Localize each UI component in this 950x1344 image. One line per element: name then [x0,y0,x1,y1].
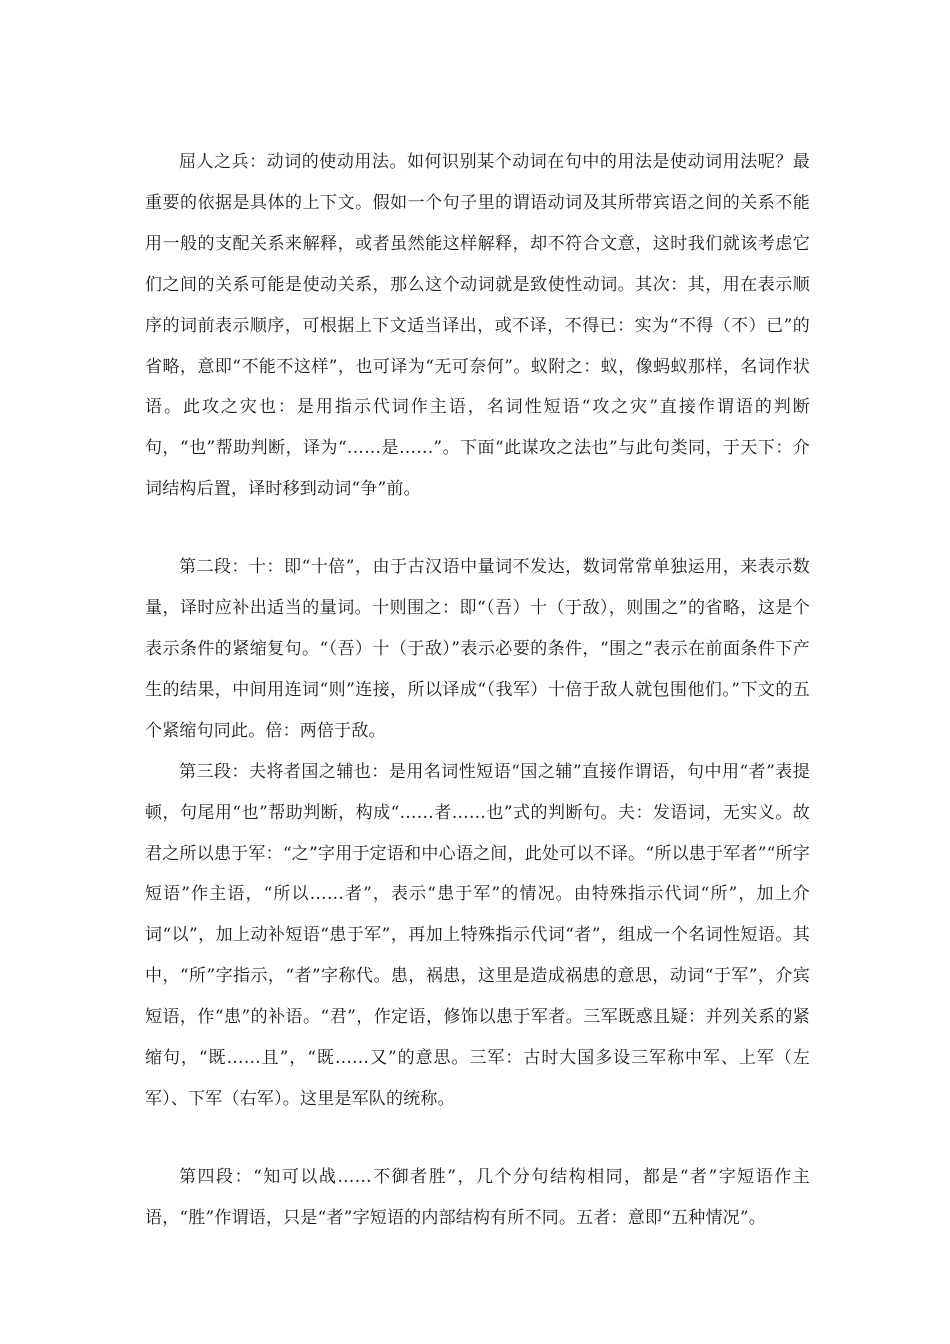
paragraph-1: 屈人之兵：动词的使动用法。如何识别某个动词在句中的用法是使动词用法呢？最重要的依据是具体的上下文。假如一个句子里的谓语动词及其所带宾语之间的关系不能用一般的支配关系来解释，或者虽然能这样解释，却不符合文意，这时我们就该考虑它们之间的关系可能是使动关系，那么这个动词就是致使性动词。其次：其，用在表示顺序的词前表示顺序，可根据上下文适当译出，或不译，不得已：实为“不得（不）已”的省略，意即“不能不这样”，也可译为“无可奈何”。蚁附之：蚁，像蚂蚁那样，名词作状语。此攻之灾也：是用指示代词作主语，名词性短语“攻之灾”直接作谓语的判断句，“也”帮助判断，译为“……是……”。下面“此谋攻之法也”与此句类同，于天下：介词结构后置，译时移到动词“争”前。 [145,152,810,500]
document-page [145,142,810,1239]
paragraph-4: 第四段：“知可以战……不御者胜”，几个分句结构相同，都是“者”字短语作主语，“胜”作谓语，只是“者”字短语的内部结构有所不同。五者：意即“五种情况”。 [145,1166,810,1228]
paragraph-2: 第二段：十：即“十倍”，由于古汉语中量词不发达，数词常常单独运用，来表示数量，译时应补出适当的量词。十则围之：即“（吾）十（于敌），则围之”的省略，这是个表示条件的紧缩复句。“（吾）十（于敌）”表示必要的条件，“围之”表示在前面条件下产生的结果，中间用连词“则”连接，所以译成“（我军）十倍于敌人就包围他们。”下文的五个紧缩句同此。倍：两倍于敌。 [145,557,810,741]
paragraph-3: 第三段：夫将者国之辅也：是用名词性短语“国之辅”直接作谓语，句中用“者”表提顿，句尾用“也”帮助判断，构成“……者……也”式的判断句。夫：发语词，无实义。故君之所以患于军：“之”字用于定语和中心语之间，此处可以不译。“所以患于军者”“所字短语”作主语，“所以……者”，表示“患于军”的情况。由特殊指示代词“所”，加上介词“以”，加上动补短语“患于军”，再加上特殊指示代词“者”，组成一个名词性短语。其中，“所”字指示，“者”字称代。患，祸患，这里是造成祸患的意思，动词“于军”，介宾短语，作“患”的补语。“君”，作定语，修饰以患于军者。三军既惑且疑：并列关系的紧缩句，“既……且”，“既……又”的意思。三军：古时大国多设三军称中军、上军（左军）、下军（右军）。这里是军队的统称。 [145,761,810,1109]
paragraph-spacer [145,1120,810,1157]
paragraph-spacer [145,510,810,547]
